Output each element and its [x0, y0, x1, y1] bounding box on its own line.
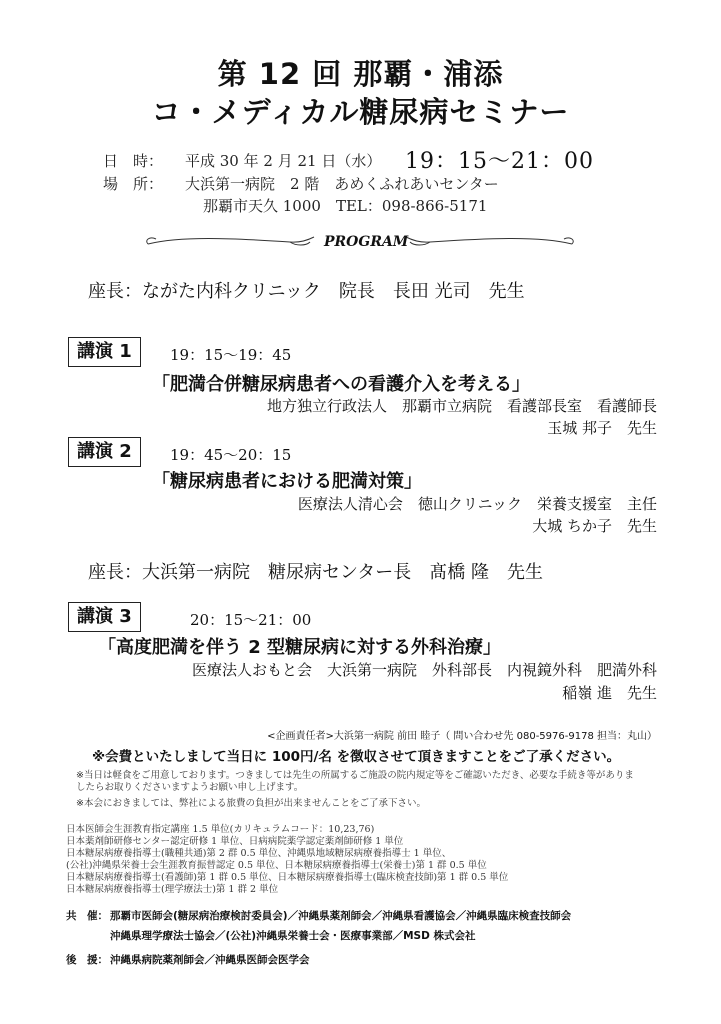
credit-line-2: 日本薬剤師研修センター認定研修 1 単位、日病病院薬学認定薬剤師研修 1 単位 [66, 836, 404, 847]
date-label: 日 時： [103, 152, 164, 170]
support-line: 沖縄県病院薬剤師会／沖縄県医師会医学会 [110, 954, 310, 966]
lecture-1-label: 講演 1 [68, 337, 141, 367]
support-label: 後 援： [66, 954, 108, 966]
note-2: ※本会におきましては、弊社による旅費の負担が出来ませんことをご了承下さい。 [76, 798, 426, 809]
credit-line-1: 日本医師会生涯教育指定講座 1.5 単位(カリキュラムコード：10,23,76) [66, 824, 375, 835]
lecture-2-title: 「糖尿病患者における肥満対策」 [152, 471, 422, 492]
lecture-1-time: 19：15～19：45 [170, 346, 292, 364]
lecture-2-speaker: 大城 ちか子 先生 [532, 517, 657, 535]
time-value: 19：15～21：00 [405, 149, 594, 174]
credit-line-4: (公社)沖縄県栄養士会生涯教育振替認定 0.5 単位、日本糖尿病療養指導士(栄養士)第 1 群 0.5 単位 [66, 860, 487, 871]
co-sponsor-line-2: 沖縄県理学療法士協会／(公社)沖縄県栄養士会・医療事業部／MSD 株式会社 [110, 930, 476, 942]
credit-line-3: 日本糖尿病療養指導士(職種共通)第 2 群 0.5 単位、沖縄県地域糖尿病療養指導士 1 単位、 [66, 848, 452, 859]
chair-2: 座長：大浜第一病院 糖尿病センター長 髙橋 隆 先生 [88, 562, 543, 583]
place-value: 大浜第一病院 2 階 あめくふれあいセンター [185, 175, 499, 193]
note-1: ※当日は軽食をご用意しております。つきましては先生の所属するご施設の院内規定等をご確認いただき、必要な手続き等がありましたらお取りくださいますようお願い申し上げます。 [76, 770, 634, 793]
lecture-2-time: 19：45～20：15 [170, 446, 292, 464]
credit-line-5: 日本糖尿病療養指導士(看護師)第 1 群 0.5 単位、日本糖尿病療養指導士(臨床検査技師)第 1 群 0.5 単位 [66, 872, 509, 883]
date-value: 平成 30 年 2 月 21 日（水） [185, 152, 382, 170]
lecture-3-speaker: 稲嶺 進 先生 [562, 684, 657, 702]
lecture-2-affiliation: 医療法人清心会 徳山クリニック 栄養支援室 主任 [297, 495, 657, 513]
flourish-left-icon [147, 237, 314, 245]
chair-1: 座長：ながた内科クリニック 院長 長田 光司 先生 [88, 281, 525, 302]
lecture-1-affiliation: 地方独立行政法人 那覇市立病院 看護部長室 看護師長 [266, 397, 657, 415]
place-label: 場 所： [103, 175, 164, 193]
co-sponsor-label: 共 催： [66, 910, 108, 922]
fee-notice: ※会費といたしまして当日に 100円/名 を徴収させて頂きますことをご了承ください。 [92, 749, 621, 765]
lecture-3-label: 講演 3 [68, 602, 141, 632]
lecture-3-time: 20：15～21：00 [190, 611, 312, 629]
lecture-1-speaker: 玉城 邦子 先生 [547, 419, 657, 437]
address: 那覇市天久 1000 TEL：098-866-5171 [203, 197, 488, 215]
lecture-1-title: 「肥満合併糖尿病患者への看護介入を考える」 [152, 374, 530, 395]
title-line-2: コ・メディカル糖尿病セミナー [151, 95, 570, 129]
lecture-2-label: 講演 2 [68, 437, 141, 467]
flourish-right-icon [406, 237, 573, 245]
lecture-3-title: 「高度肥満を伴う 2 型糖尿病に対する外科治療」 [98, 637, 502, 658]
credit-line-6: 日本糖尿病療養指導士(理学療法士)第 1 群 2 単位 [66, 884, 279, 895]
co-sponsor-line-1: 那覇市医師会(糖尿病治療検討委員会)／沖縄県薬剤師会／沖縄県看護協会／沖縄県臨床検査技師会 [110, 910, 572, 922]
title-line-1: 第 12 回 那覇・浦添 [217, 57, 504, 91]
organizer-note: <企画責任者>大浜第一病院 前田 睦子（ 問い合わせ先 080-5976-9178 担当：丸山） [267, 731, 657, 742]
program-label: PROGRAM [324, 234, 409, 250]
lecture-3-affiliation: 医療法人おもと会 大浜第一病院 外科部長 内視鏡外科 肥満外科 [191, 661, 657, 679]
